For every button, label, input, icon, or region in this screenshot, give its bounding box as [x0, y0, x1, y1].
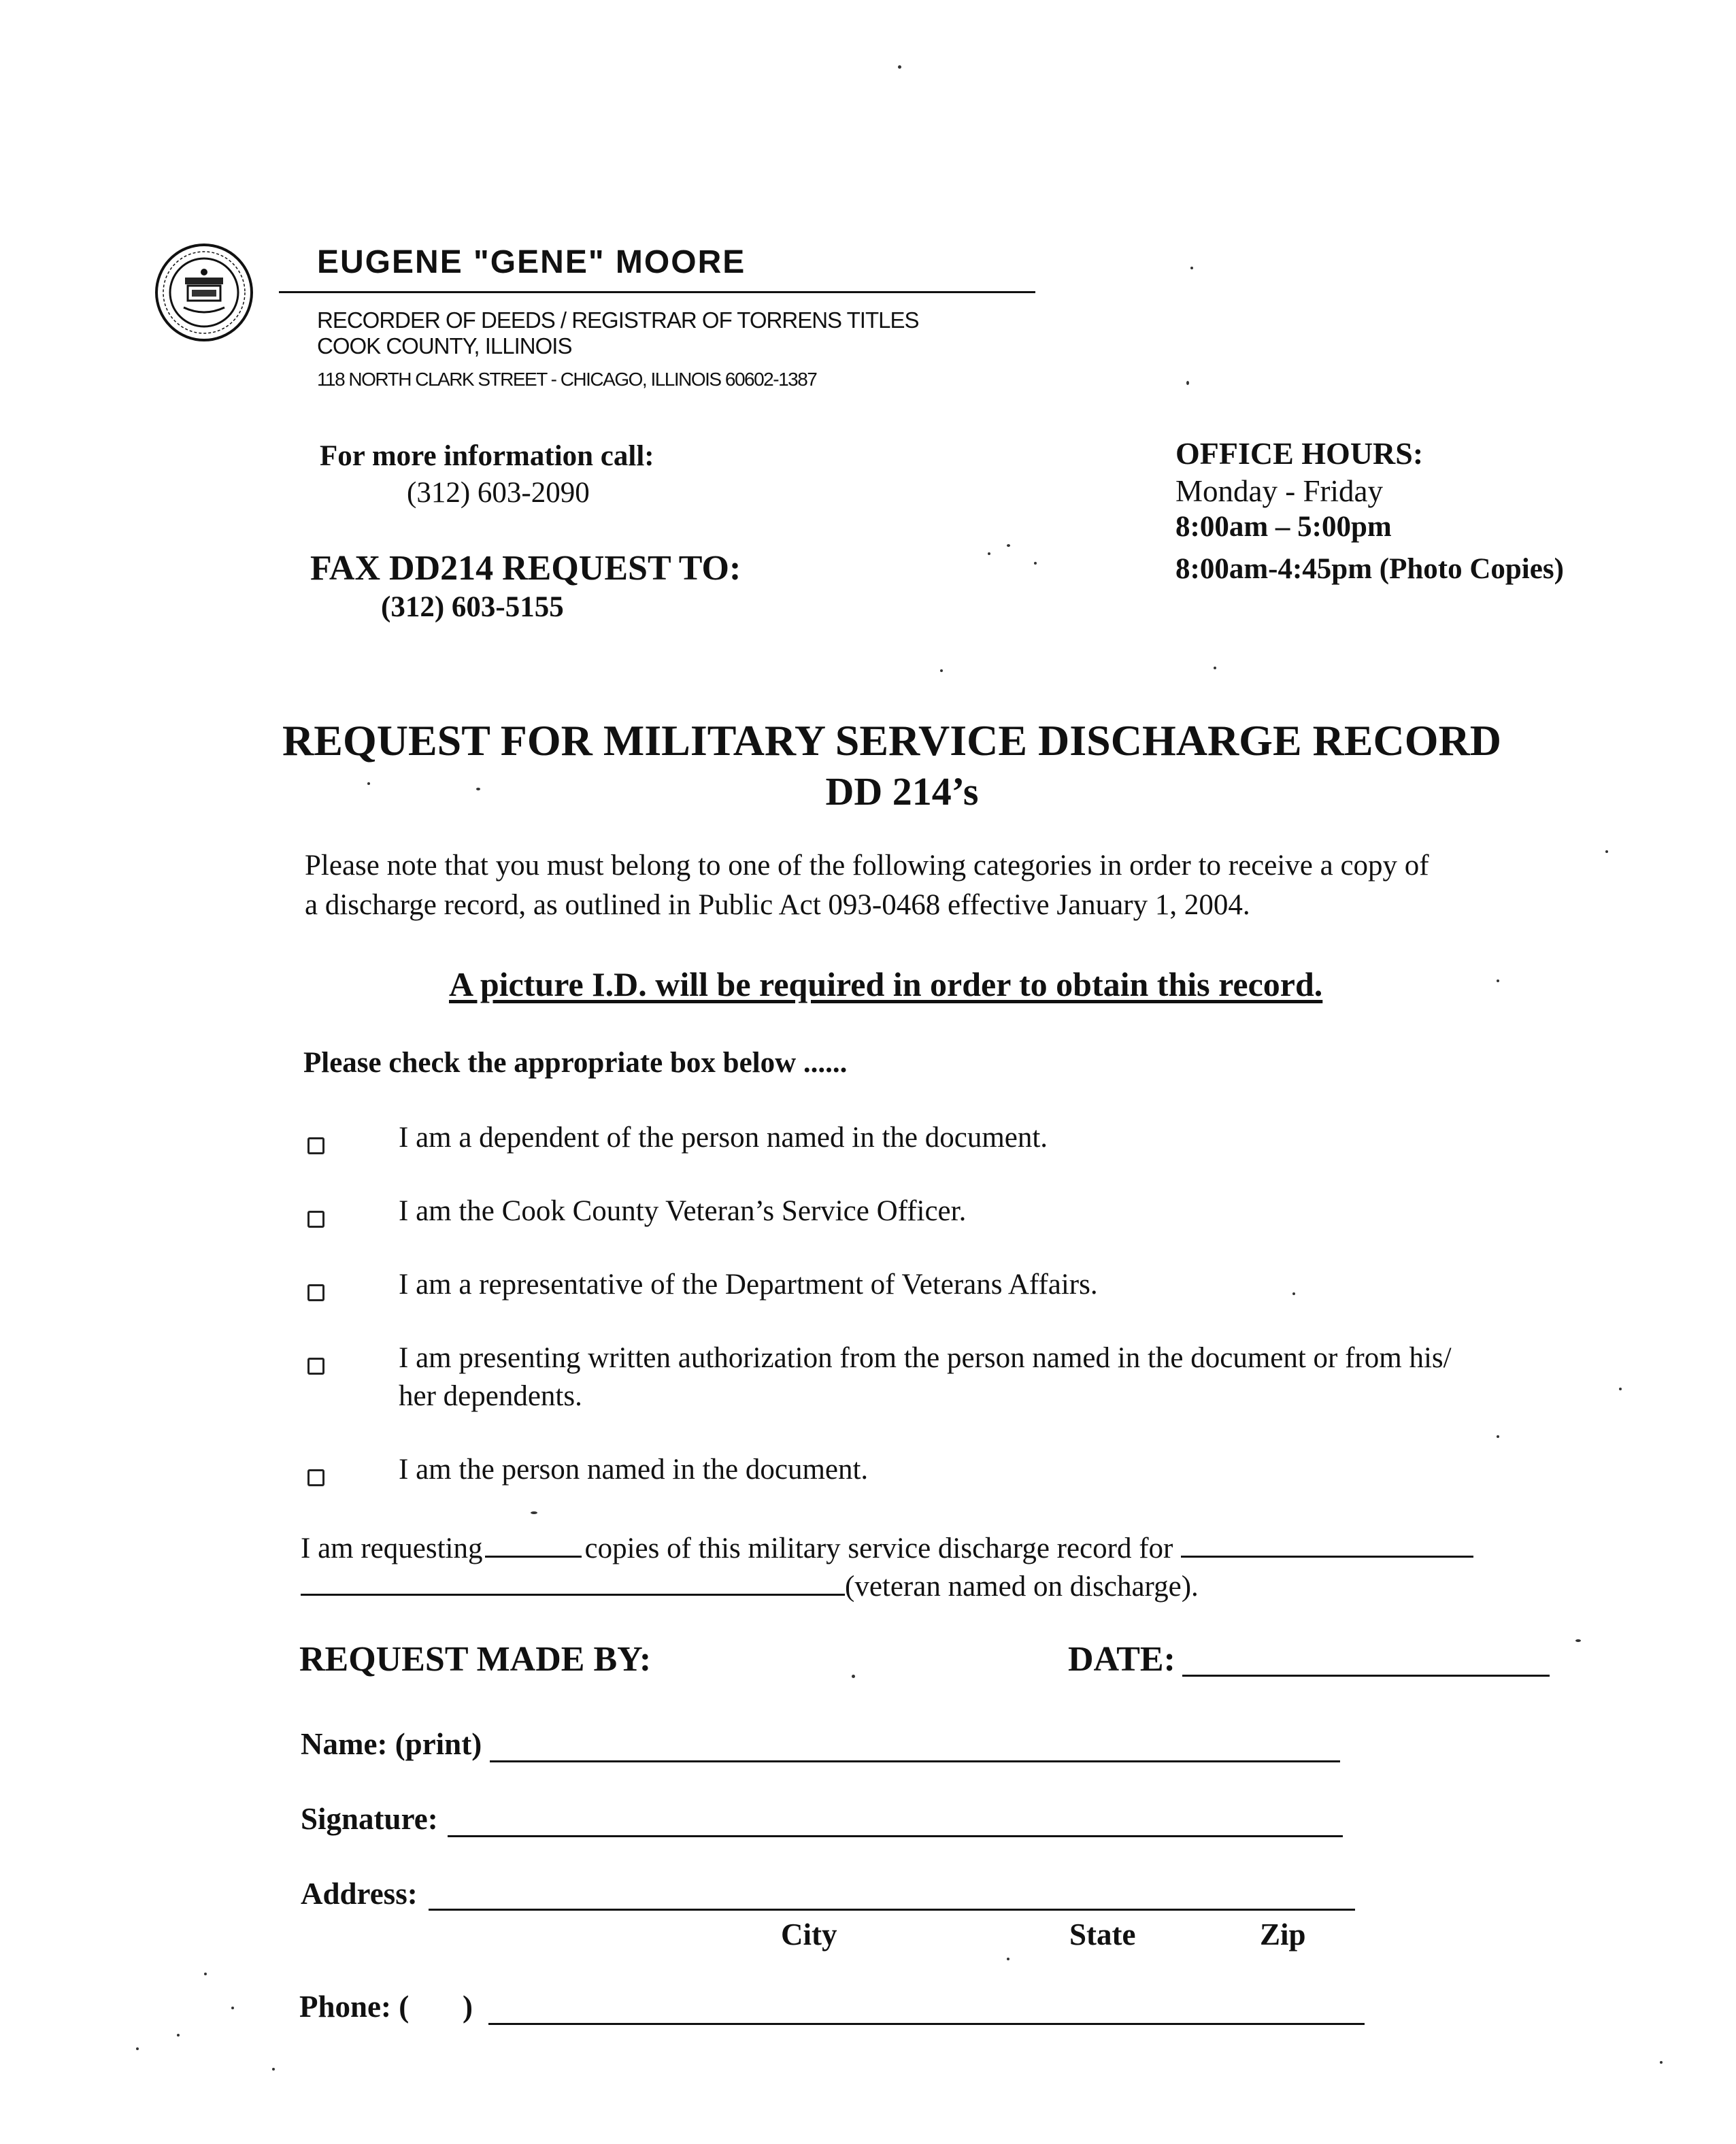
zip-label: Zip: [1260, 1917, 1306, 1952]
office-hours-time: 8:00am – 5:00pm: [1175, 511, 1392, 543]
scan-speck: [1190, 267, 1193, 269]
office-hours-photo-copies: 8:00am-4:45pm (Photo Copies): [1175, 553, 1564, 585]
option-person-named-label: I am the person named in the document.: [399, 1454, 869, 1486]
name-field[interactable]: [490, 1760, 1340, 1762]
option-va-representative-label: I am a representative of the Department of Veterans Affairs.: [399, 1269, 1098, 1301]
scan-speck: [1007, 544, 1010, 547]
intro-text-line-2: a discharge record, as outlined in Public Act 093-0468 effective January 1, 2004.: [305, 889, 1250, 921]
scan-speck: [1497, 1435, 1499, 1438]
option-service-officer-checkbox[interactable]: [307, 1211, 324, 1228]
check-instruction: Please check the appropriate box below ......: [303, 1047, 848, 1079]
phone-label: Phone: ( ): [299, 1990, 473, 2024]
county-name: COOK COUNTY, ILLINOIS: [317, 333, 572, 358]
scan-speck: [476, 788, 480, 790]
signature-label: Signature:: [301, 1802, 438, 1836]
office-address: 118 NORTH CLARK STREET - CHICAGO, ILLINOIS 60602-1387: [317, 369, 817, 390]
name-label: Name: (print): [301, 1727, 482, 1761]
option-person-named-checkbox[interactable]: [307, 1469, 324, 1486]
scan-speck: [1007, 1958, 1009, 1960]
scan-speck: [1034, 562, 1037, 565]
scan-speck: [177, 2034, 180, 2037]
request-made-by-label: REQUEST MADE BY:: [299, 1640, 652, 1679]
scan-speck: [231, 2007, 234, 2009]
scan-speck: [1497, 979, 1499, 982]
copies-count-field[interactable]: [485, 1556, 582, 1558]
request-copies-line-2: [301, 1570, 1199, 1603]
scan-speck: [1575, 1639, 1581, 1642]
scan-speck: [204, 1973, 207, 1975]
signature-field[interactable]: [448, 1835, 1343, 1837]
date-field[interactable]: [1182, 1675, 1550, 1677]
scan-speck: [852, 1675, 855, 1678]
veteran-name-field[interactable]: [1181, 1556, 1473, 1558]
scan-speck: [272, 2068, 275, 2071]
recorder-title: RECORDER OF DEEDS / REGISTRAR OF TORRENS TITLES: [317, 307, 919, 333]
scan-speck: [1186, 381, 1189, 385]
scan-speck: [367, 782, 370, 785]
office-hours-days: Monday - Friday: [1175, 474, 1383, 508]
option-service-officer-label: I am the Cook County Veteran’s Service Officer.: [399, 1195, 967, 1227]
scan-speck: [1660, 2061, 1663, 2064]
option-dependent-label: I am a dependent of the person named in the document.: [399, 1122, 1048, 1154]
address-field[interactable]: [429, 1909, 1355, 1911]
city-label: City: [781, 1917, 837, 1952]
picture-id-notice: A picture I.D. will be required in order to obtain this record.: [449, 965, 1323, 1003]
cook-county-seal: [154, 242, 254, 343]
header-rule: [279, 291, 1035, 293]
address-label: Address:: [301, 1877, 418, 1911]
state-label: State: [1069, 1917, 1136, 1952]
scan-speck: [1292, 1292, 1295, 1295]
request-text-part-1: I am requesting: [301, 1532, 483, 1564]
scan-speck: [1605, 850, 1608, 853]
office-hours-label: OFFICE HOURS:: [1175, 436, 1424, 471]
scan-speck: [531, 1511, 537, 1514]
form-subtitle: DD 214’s: [825, 769, 979, 814]
veteran-name-field-cont[interactable]: [301, 1594, 845, 1596]
scan-speck: [898, 65, 901, 69]
scan-speck: [1214, 667, 1216, 669]
fax-label: FAX DD214 REQUEST TO:: [310, 549, 741, 588]
option-dependent-checkbox[interactable]: [307, 1137, 324, 1154]
request-text-part-2: copies of this military service discharge record for: [584, 1532, 1173, 1564]
fax-phone: (312) 603-5155: [381, 591, 564, 623]
option-written-authorization-label: I am presenting written authorization from the person named in the document or from his/: [399, 1342, 1452, 1374]
phone-field[interactable]: [488, 2023, 1365, 2025]
info-phone: (312) 603-2090: [407, 477, 590, 509]
form-title: REQUEST FOR MILITARY SERVICE DISCHARGE RECORD: [282, 716, 1501, 765]
date-label: DATE:: [1068, 1640, 1175, 1679]
scan-speck: [988, 552, 990, 555]
recorder-name: EUGENE "GENE" MOORE: [317, 244, 746, 280]
option-written-authorization-label-cont: her dependents.: [399, 1380, 582, 1412]
scan-speck: [136, 2047, 139, 2050]
request-text-part-3: (veteran named on discharge).: [845, 1571, 1199, 1603]
scan-speck: [940, 669, 943, 672]
option-va-representative-checkbox[interactable]: [307, 1284, 324, 1301]
intro-text-line-1: Please note that you must belong to one of the following categories in order to receive a copy of: [305, 850, 1429, 882]
request-copies-line: [301, 1532, 1473, 1565]
option-written-authorization-checkbox[interactable]: [307, 1358, 324, 1375]
info-label: For more information call:: [320, 440, 654, 472]
scan-speck: [1619, 1388, 1622, 1390]
